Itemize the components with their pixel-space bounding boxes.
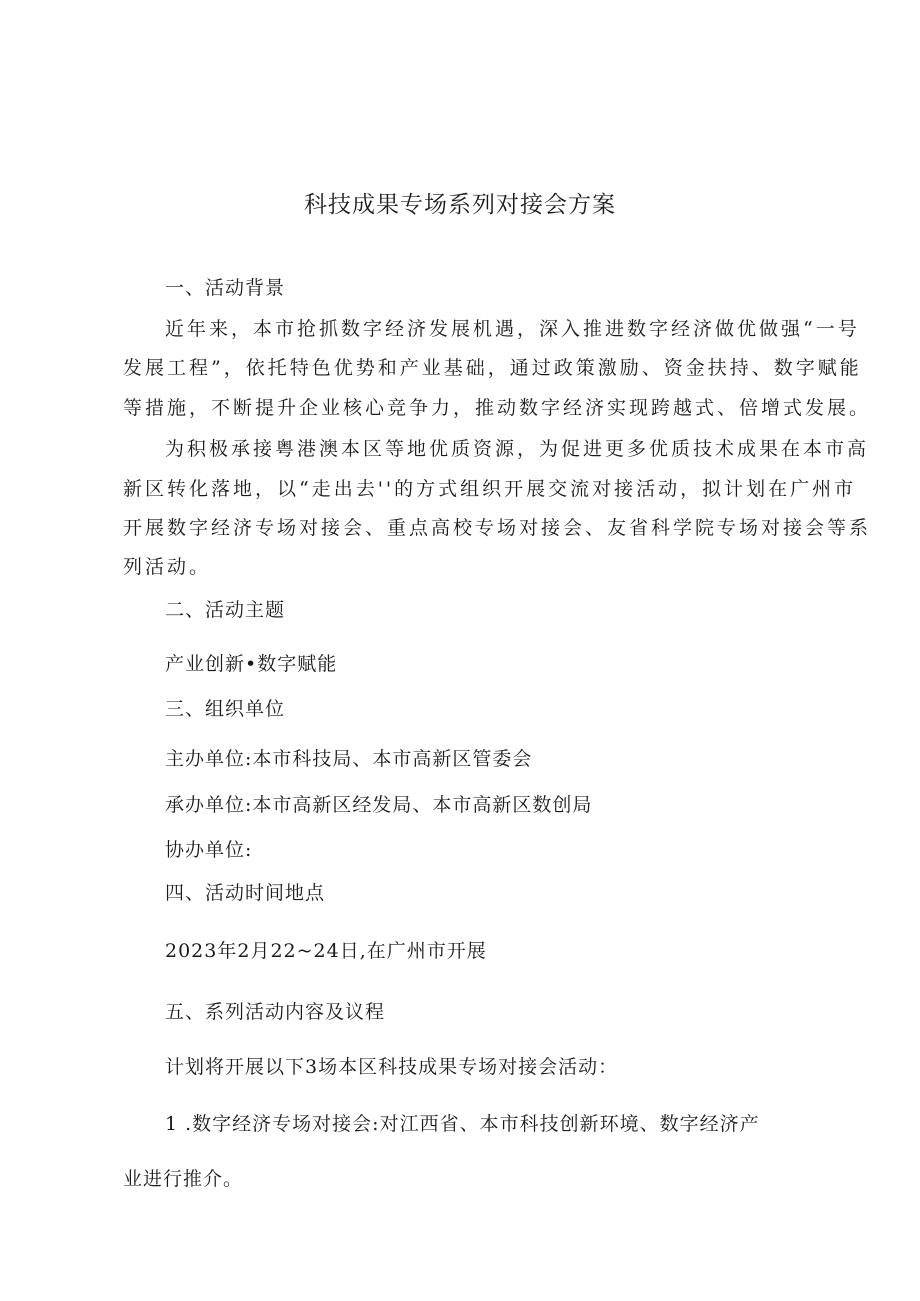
- paragraph-line: 列活动。: [123, 556, 212, 578]
- paragraph-line: 新区转化落地，以“走出去''的方式组织开展交流对接活动，拟计划在广州市: [123, 478, 857, 500]
- document-title: 科技成果专场系列对接会方案: [304, 192, 616, 218]
- host-unit: 主办单位:本市科技局、本市高新区管委会: [165, 748, 533, 770]
- section-heading-background: 一、活动背景: [165, 277, 286, 299]
- time-place-text: 2023年2月22~24日,在广州市开展: [165, 940, 487, 962]
- section-heading-theme: 二、活动主题: [165, 599, 286, 621]
- co-organizer-unit: 协办单位:: [165, 839, 253, 861]
- agenda-item-1-continued: 业进行推介。: [123, 1168, 244, 1190]
- paragraph-line: 发展工程”，依托特色优势和产业基础，通过政策激励、资金扶持、数字赋能: [123, 357, 862, 379]
- section-heading-agenda: 五、系列活动内容及议程: [165, 1001, 386, 1023]
- agenda-item-1: 1 .数字经济专场对接会:对江西省、本市科技创新环境、数字经济产: [165, 1113, 760, 1135]
- section-heading-time-place: 四、活动时间地点: [165, 882, 326, 904]
- theme-text: 产业创新•数字赋能: [165, 653, 338, 675]
- organizer-unit: 承办单位:本市高新区经发局、本市高新区数创局: [165, 794, 593, 816]
- agenda-intro: 计划将开展以下3场本区科技成果专场对接会活动：: [165, 1056, 619, 1078]
- paragraph-line: 近年来，本市抢抓数字经济发展机遇，深入推进数字经济做优做强“一号: [165, 318, 860, 340]
- paragraph-line: 等措施，不断提升企业核心竞争力，推动数字经济实现跨越式、倍增式发展。: [123, 397, 872, 419]
- section-heading-organizers: 三、组织单位: [165, 698, 286, 720]
- paragraph-line: 为积极承接粤港澳本区等地优质资源，为促进更多优质技术成果在本市高: [165, 438, 870, 460]
- paragraph-line: 开展数字经济专场对接会、重点高校专场对接会、友省科学院专场对接会等系: [123, 517, 872, 539]
